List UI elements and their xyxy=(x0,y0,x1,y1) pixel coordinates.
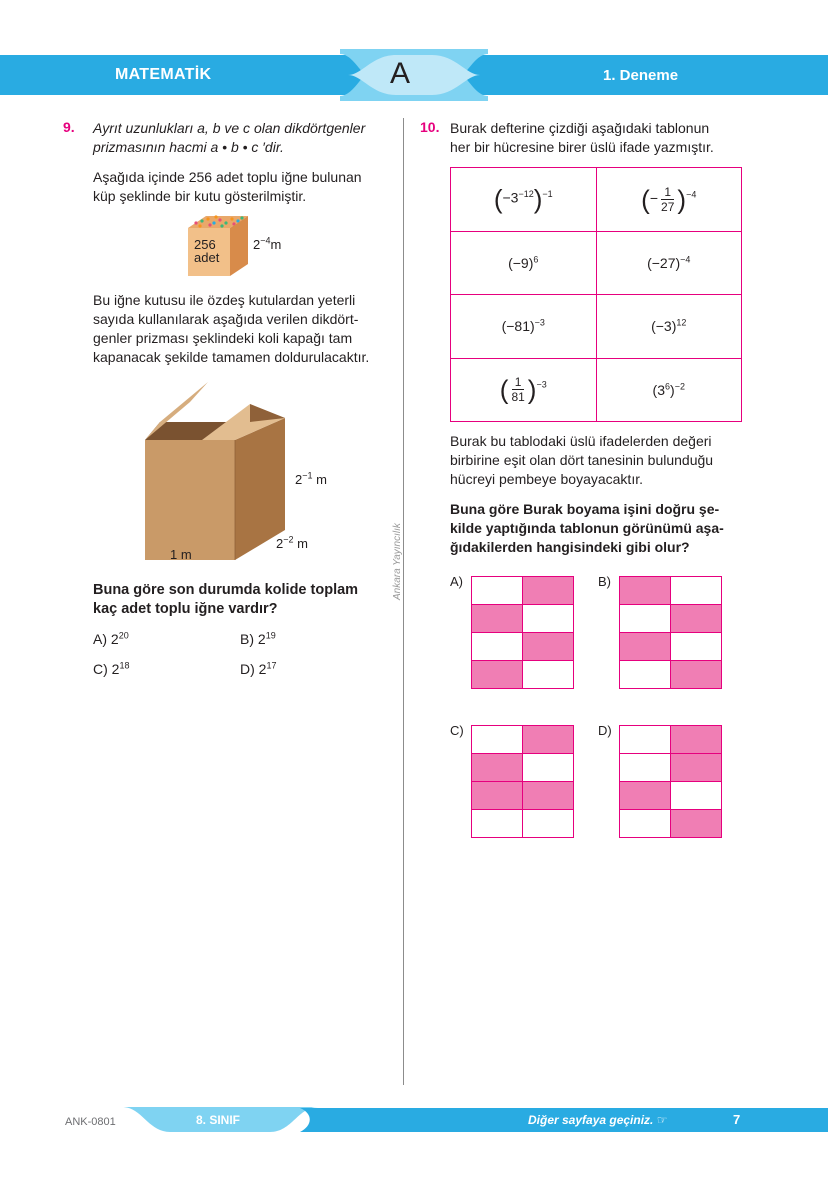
q10-question-line3: ğıdakilerden hangisindeki gibi olur? xyxy=(450,539,690,555)
publisher-watermark: Ankara Yayıncılık xyxy=(392,523,403,600)
carton-depth-exp: −2 xyxy=(283,534,294,545)
q10-para2-line2: birbirine eşit olan dört tanesinin bulunduğu xyxy=(450,452,714,468)
q9-number: 9. xyxy=(63,119,75,135)
q9-option-a-exp: 20 xyxy=(118,630,129,641)
q10-option-c-grid[interactable] xyxy=(471,725,574,838)
q9-option-c-exp: 18 xyxy=(119,660,130,671)
table-cell-r2c2: $(-27)^{-4}$ xyxy=(596,231,742,295)
carton-depth-unit: m xyxy=(297,536,308,551)
q9-option-a[interactable] xyxy=(93,631,129,647)
footer-code: ANK-0801 xyxy=(65,1116,116,1128)
q9-para3-line2: sayıda kullanılarak aşağıda verilen dikdört- xyxy=(93,311,359,327)
carton-height-label xyxy=(295,472,327,487)
table-cell-r3c1: $(-81)^{-3}$ xyxy=(451,295,597,359)
q9-para3-line1: Bu iğne kutusu ile özdeş kutulardan yeterli xyxy=(93,292,356,308)
q9-option-c[interactable] xyxy=(93,661,129,677)
table-cell-r1c1: $(-3^{-12})^{-1}$ xyxy=(451,168,597,232)
exponent-table xyxy=(450,167,742,422)
q9-intro-line2: prizmasının hacmi a • b • c ′dir. xyxy=(93,139,284,155)
q10-para2-line3: hücreyi pembeye boyayacaktır. xyxy=(450,471,643,487)
column-divider xyxy=(403,118,404,1085)
q9-question-line1: Buna göre son durumda kolide toplam xyxy=(93,582,359,598)
q10-option-a-grid[interactable] xyxy=(471,576,574,689)
q9-para2-line2: küp şeklinde bir kutu gösterilmiştir. xyxy=(93,188,307,204)
q9-option-c-label: C) xyxy=(93,661,108,677)
pin-box-edge-exp: −4 xyxy=(260,235,271,246)
q10-number: 10. xyxy=(420,119,440,135)
q9-option-b[interactable] xyxy=(240,631,276,647)
carton-width-label: 1 m xyxy=(170,547,192,562)
table-row xyxy=(451,168,742,232)
q10-intro-line1: Burak defterine çizdiği aşağıdaki tablonun xyxy=(450,120,710,136)
table-row xyxy=(451,295,742,359)
footer-page-number: 7 xyxy=(733,1112,741,1127)
q10-option-a-label: A) xyxy=(450,574,463,589)
q9-para2-line1: Aşağıda içinde 256 adet toplu iğne bulunan xyxy=(93,169,362,185)
table-cell-r3c2: $(-3)^{12}$ xyxy=(596,295,742,359)
table-cell-r4c1: ( $\frac{1}{81}$ )$^{-3}$ xyxy=(451,358,597,422)
table-row xyxy=(451,231,742,295)
header-center-tab xyxy=(338,49,490,101)
q10-option-b-label: B) xyxy=(598,574,611,589)
carton-height-exp: −1 xyxy=(302,470,313,481)
q9-option-d-base: 2 xyxy=(258,661,267,677)
table-cell-r1c2: (− $\frac{1}{27}$ )$^{-4}$ xyxy=(596,168,742,232)
table-row xyxy=(451,358,742,422)
carton-depth-label xyxy=(276,536,308,551)
q9-question-line2: kaç adet toplu iğne vardır? xyxy=(93,601,278,617)
q10-question-line1: Buna göre Burak boyama işini doğru şe- xyxy=(450,501,720,517)
carton-height-base: 2 xyxy=(295,472,303,487)
table-cell-r2c1: $(-9)^6$ xyxy=(451,231,597,295)
footer-grade: 8. SINIF xyxy=(196,1113,241,1127)
q9-option-d[interactable] xyxy=(240,661,276,677)
table-cell-r4c2: $(3^6)^{-2}$ xyxy=(596,358,742,422)
subject-title: MATEMATİK xyxy=(115,66,212,83)
q10-para2-line1: Burak bu tablodaki üslü ifadelerden değeri xyxy=(450,433,712,449)
q10-question-line2: kilde yaptığında tablonun görünümü aşa- xyxy=(450,520,724,536)
carton-height-unit: m xyxy=(316,472,327,487)
page-header xyxy=(0,55,828,95)
q9-option-c-base: 2 xyxy=(111,661,120,677)
pin-box-edge xyxy=(253,237,281,252)
pin-box-count: 256 xyxy=(194,237,216,252)
q10-option-d-label: D) xyxy=(598,723,612,738)
pin-box-unit: adet xyxy=(194,250,220,265)
booklet-letter: A xyxy=(390,57,411,90)
q9-option-b-exp: 19 xyxy=(265,630,276,641)
footer-next-page: Diğer sayfaya geçiniz. ☞ xyxy=(528,1113,668,1127)
q9-option-d-exp: 17 xyxy=(266,660,277,671)
q9-option-d-label: D) xyxy=(240,661,255,677)
pin-box-edge-base: 2 xyxy=(253,237,261,252)
q10-option-b-grid[interactable] xyxy=(619,576,722,689)
q9-option-b-label: B) xyxy=(240,631,254,647)
q10-intro-line2: her bir hücresine birer üslü ifade yazmıştır. xyxy=(450,139,714,155)
q10-option-c-label: C) xyxy=(450,723,464,738)
q10-option-d-grid[interactable] xyxy=(619,725,722,838)
q9-para3-line4: kapanacak şekilde tamamen doldurulacaktır. xyxy=(93,349,370,365)
q9-intro-line1: Ayrıt uzunlukları a, b ve c olan dikdörtgenler xyxy=(93,120,366,136)
q9-para3-line3: genler prizması şeklindeki koli kapağı tam xyxy=(93,330,353,346)
q9-option-a-label: A) xyxy=(93,631,107,647)
exam-title: 1. Deneme xyxy=(603,67,679,84)
pin-box-edge-unit: m xyxy=(270,237,282,252)
carton-depth-base: 2 xyxy=(276,536,284,551)
q9-option-b-base: 2 xyxy=(257,631,266,647)
q9-option-a-base: 2 xyxy=(110,631,119,647)
